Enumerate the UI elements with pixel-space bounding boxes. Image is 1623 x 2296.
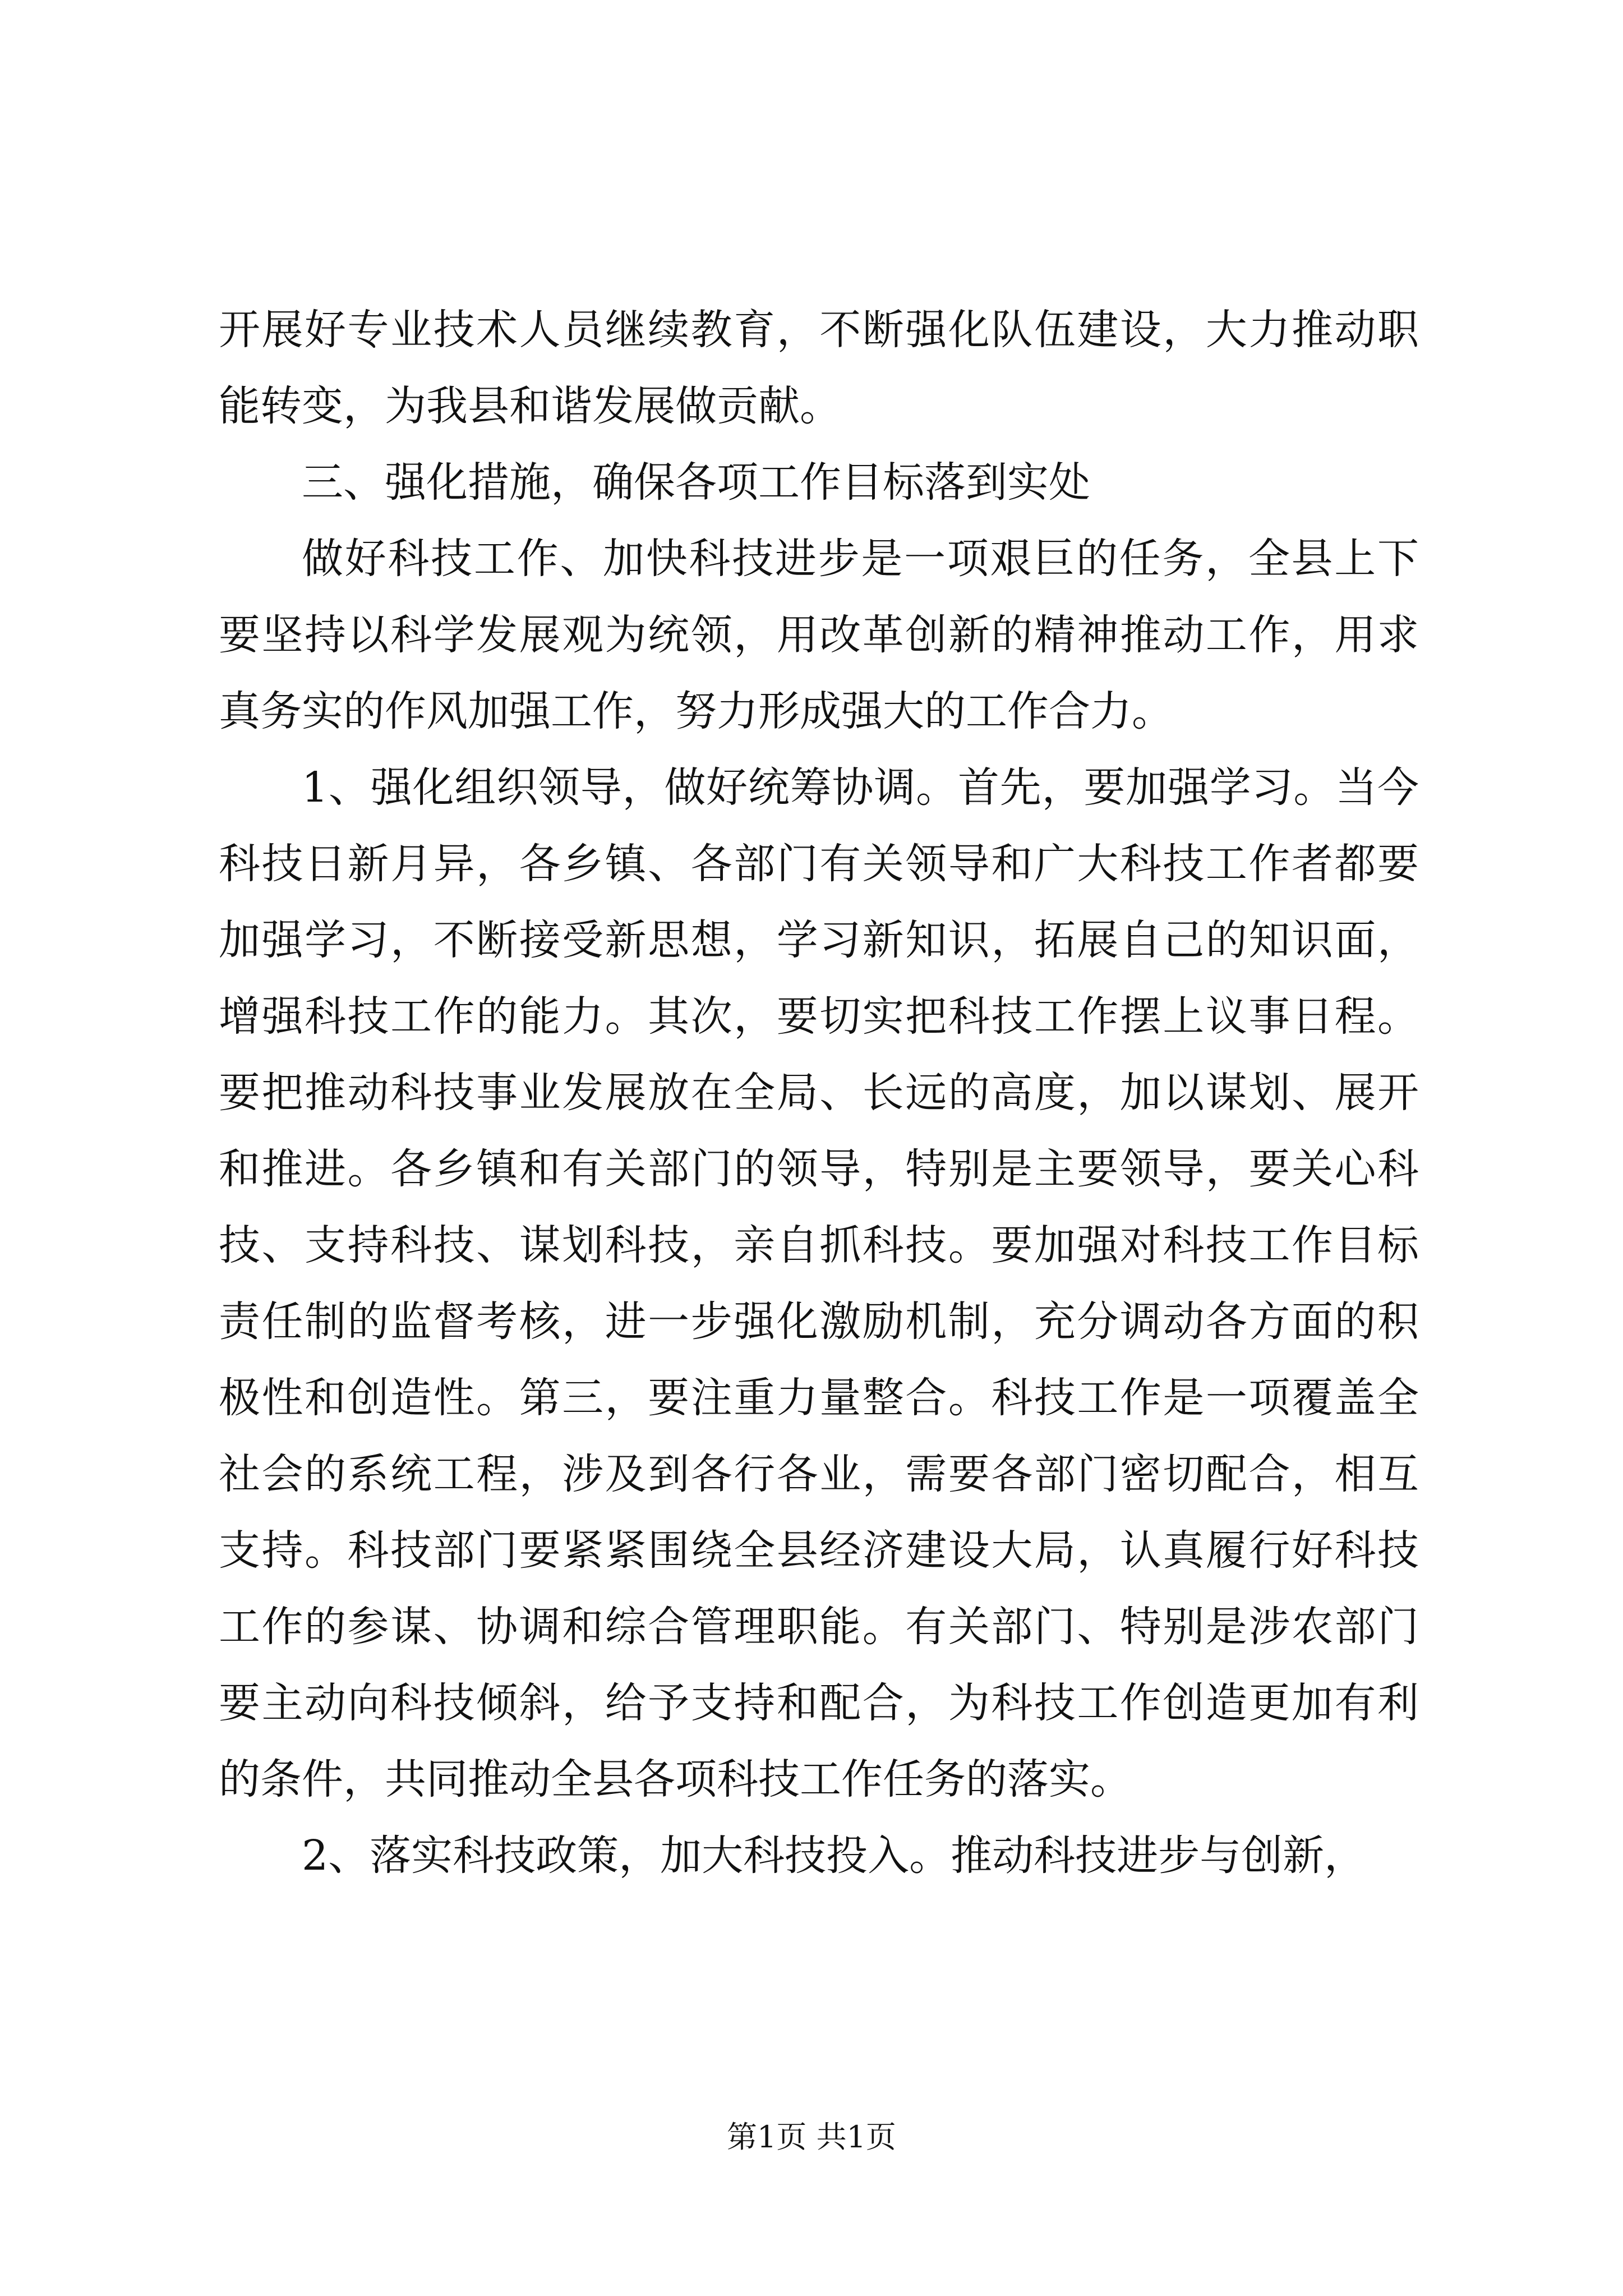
paragraph-item-1: 1、强化组织领导，做好统筹协调。首先，要加强学习。当今科技日新月异，各乡镇、各部门有关领导和广大科技工作者都要加强学习，不断接受新思想，学习新知识，拓展自己的知识面，增强科技工作的能力。其次，要切实把科技工作摆上议事日程。要把推动科技事业发展放在全局、长远的高度，加以谋划、展开和推进。各乡镇和有关部门的领导，特别是主要领导，要关心科技、支持科技、谋划科技，亲自抓科技。要加强对科技工作目标责任制的监督考核，进一步强化激励机制，充分调动各方面的积极性和创造性。第三，要注重力量整合。科技工作是一项覆盖全社会的系统工程，涉及到各行各业，需要各部门密切配合，相互支持。科技部门要紧紧围绕全县经济建设大局，认真履行好科技工作的参谋、协调和综合管理职能。有关部门、特别是涉农部门要主动向科技倾斜，给予支持和配合，为科技工作创造更加有利的条件，共同推动全县各项科技工作任务的落实。	[219, 763, 1419, 1803]
paragraph-item-2: 2、落实科技政策，加大科技投入。推动科技进步与创新，	[302, 1832, 1366, 1880]
paragraph-intro: 做好科技工作、加快科技进步是一项艰巨的任务，全县上下要坚持以科学发展观为统领，用改革创新的精神推动工作，用求真务实的作风加强工作，努力形成强大的工作合力。	[219, 535, 1419, 735]
document-body	[219, 292, 1419, 1894]
section-heading: 三、强化措施，确保各项工作目标落到实处	[302, 458, 1090, 507]
paragraph-continuation: 开展好专业技术人员继续教育，不断强化队伍建设，大力推动职能转变，为我县和谐发展做贡献。	[219, 306, 1419, 430]
page-footer: 第1页 共1页	[727, 2119, 896, 2155]
